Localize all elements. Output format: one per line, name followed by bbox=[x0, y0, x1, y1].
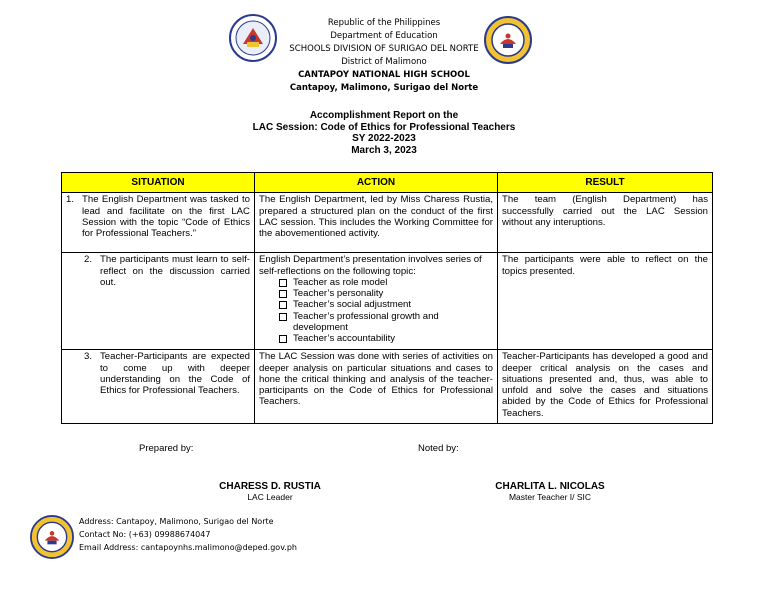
preparer-signature-block bbox=[170, 481, 370, 502]
checkbox-bullet-icon bbox=[279, 290, 287, 298]
header-line-1: Republic of the Philippines bbox=[327, 18, 441, 28]
column-header-action: ACTION bbox=[255, 173, 498, 193]
school-address: Cantapoy, Malimono, Surigao del Norte bbox=[289, 83, 479, 93]
row-number: 1. bbox=[66, 194, 75, 206]
list-item: Teacher’s social adjustment bbox=[277, 299, 493, 310]
table-header-row bbox=[62, 173, 713, 193]
result-cell: The participants were able to reflect on the topics presented. bbox=[498, 253, 713, 350]
action-intro: English Department’s presentation involves series of self-reflections on the following topic: bbox=[259, 254, 482, 277]
noter-role: Master Teacher I/ SIC bbox=[508, 492, 592, 502]
footer-address: Address: Cantapoy, Malimono, Surigao del Norte bbox=[79, 517, 274, 526]
situation-cell bbox=[62, 350, 255, 424]
footer-email: Email Address: cantapoynhs.malimono@deped.gov.ph bbox=[79, 543, 297, 552]
checkbox-bullet-icon bbox=[279, 335, 287, 343]
column-header-situation: SITUATION bbox=[62, 173, 255, 193]
header-line-3: SCHOOLS DIVISION OF SURIGAO DEL NORTE bbox=[289, 44, 479, 54]
noter-name: CHARLITA L. NICOLAS bbox=[495, 481, 605, 492]
situation-cell bbox=[62, 193, 255, 253]
table-row bbox=[62, 350, 713, 424]
prepared-by-label: Prepared by: bbox=[139, 443, 194, 454]
preparer-role: LAC Leader bbox=[247, 492, 293, 502]
row-number: 2. bbox=[84, 254, 93, 266]
situation-text: The participants must learn to self-reflect on the discussion carried out. bbox=[100, 254, 250, 288]
school-seal-footer-logo bbox=[30, 515, 74, 559]
row-number: 3. bbox=[84, 351, 93, 363]
list-item: Teacher’s personality bbox=[277, 288, 493, 299]
topic-list bbox=[259, 277, 493, 345]
footer-contact: Contact No: (+63) 09988674047 bbox=[79, 530, 211, 539]
list-item: Teacher’s accountability bbox=[277, 333, 493, 344]
school-year: SY 2022-2023 bbox=[352, 133, 416, 144]
school-name: CANTAPOY NATIONAL HIGH SCHOOL bbox=[298, 70, 470, 80]
header-line-4: District of Malimono bbox=[341, 57, 427, 67]
list-item: Teacher’s professional growth and development bbox=[277, 311, 493, 334]
report-title: Accomplishment Report on the bbox=[309, 110, 459, 121]
accomplishment-table bbox=[61, 172, 713, 424]
column-header-result: RESULT bbox=[498, 173, 713, 193]
header-line-2: Department of Education bbox=[330, 31, 438, 41]
action-cell: The English Department, led by Miss Charess Rustia, prepared a structured plan on the conduct of the first LAC session. This includes the Working Committee for the abovementioned activity. bbox=[255, 193, 498, 253]
action-cell: The LAC Session was done with series of activities on deeper analysis on particular situations and cases to hone the critical thinking and analysis of the teacher-participants on the Code of Ethics for Professional Teachers. bbox=[255, 350, 498, 424]
situation-text: Teacher-Participants are expected to come up with deeper understanding on the Code of Ethics for Professional Teachers. bbox=[100, 351, 250, 397]
table-row bbox=[62, 193, 713, 253]
situation-cell bbox=[62, 253, 255, 350]
action-cell bbox=[255, 253, 498, 350]
noter-signature-block bbox=[450, 481, 650, 502]
checkbox-bullet-icon bbox=[279, 279, 287, 287]
situation-text: The English Department was tasked to lead and facilitate on the first LAC Session with the topic “Code of Ethics for Professional Teachers.” bbox=[82, 194, 250, 240]
checkbox-bullet-icon bbox=[279, 301, 287, 309]
report-subtitle: LAC Session: Code of Ethics for Professional Teachers bbox=[252, 121, 516, 133]
result-cell: The team (English Department) has successfully carried out the LAC Session without any interuptions. bbox=[498, 193, 713, 253]
list-item: Teacher as role model bbox=[277, 277, 493, 288]
result-cell: Teacher-Participants has developed a good and deeper critical analysis on the cases and situations presented and, thus, was able to unfold and solve the cases and situations abided by the Code of Ethics for Professional Teachers. bbox=[498, 350, 713, 424]
report-date: March 3, 2023 bbox=[351, 144, 417, 156]
noted-by-label: Noted by: bbox=[418, 443, 459, 454]
table-row bbox=[62, 253, 713, 350]
checkbox-bullet-icon bbox=[279, 313, 287, 321]
preparer-name: CHARESS D. RUSTIA bbox=[219, 481, 321, 492]
